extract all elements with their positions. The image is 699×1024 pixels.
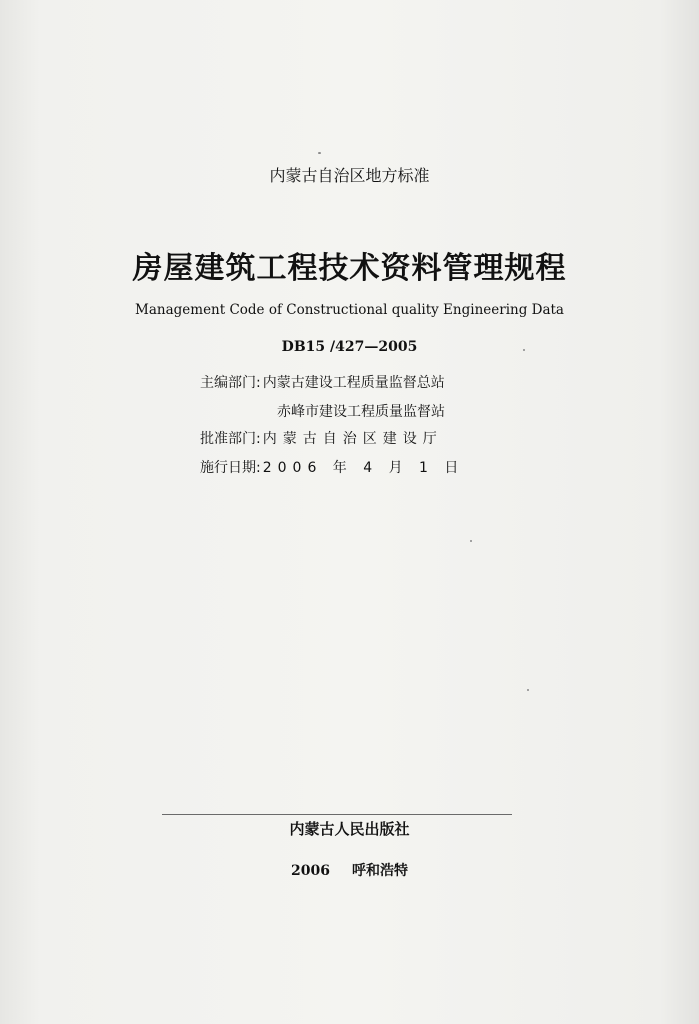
publication-city: 呼和浩特 [351, 863, 408, 879]
effective-date-label: 施行日期: [200, 460, 261, 476]
effective-date-row [200, 457, 464, 477]
editor-row [200, 372, 445, 392]
publisher: 内蒙古人民出版社 [289, 820, 410, 838]
editor-secondary: 赤峰市建设工程质量监督站 [277, 404, 445, 420]
publication-year: 2006 [291, 863, 330, 879]
standard-series-label: 内蒙古自治区地方标准 [269, 166, 430, 185]
editor-label: 主编部门: [200, 375, 261, 391]
divider-rule [162, 814, 512, 815]
approver-label: 批准部门: [200, 431, 261, 447]
publication-line [0, 860, 699, 880]
scan-speck [318, 152, 321, 154]
editor-secondary-row [275, 401, 445, 421]
approver: 内蒙古自治区建设厅 [262, 431, 443, 447]
document-title: 房屋建筑工程技术资料管理规程 [132, 251, 567, 286]
editor-primary: 内蒙古建设工程质量监督总站 [262, 375, 445, 391]
effective-date: 2006 年 4 月 1 日 [262, 460, 465, 476]
scan-speck [527, 689, 529, 691]
standard-code: DB15 /427—2005 [281, 339, 418, 355]
scan-speck [470, 540, 472, 542]
approver-row [200, 428, 443, 448]
english-title: Management Code of Constructional quality Engineering Data [135, 302, 564, 318]
scan-speck [523, 349, 525, 351]
